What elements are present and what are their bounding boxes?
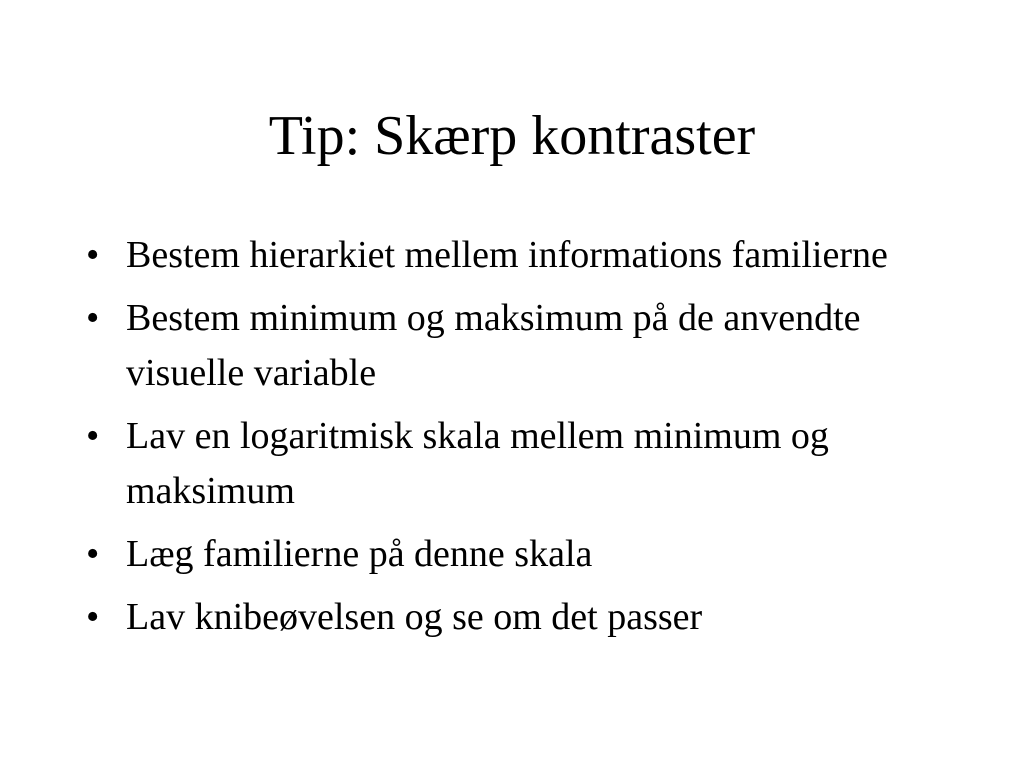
bullet-item (86, 590, 946, 645)
bullet-text: Bestem minimum og maksimum på de anvendte visuelle variable (126, 297, 861, 394)
bullet-point-icon: • (86, 533, 100, 575)
bullet-point-icon: • (86, 596, 100, 638)
bullet-point-icon: • (86, 415, 100, 457)
bullet-item (86, 409, 946, 519)
bullet-text: Lav en logaritmisk skala mellem minimum og maksimum (126, 415, 829, 512)
bullet-item (86, 228, 946, 283)
bullet-list (86, 228, 946, 653)
bullet-item (86, 527, 946, 582)
bullet-point-icon: • (86, 234, 100, 276)
bullet-item (86, 291, 946, 401)
slide-title: Tip: Skærp kontraster (268, 105, 756, 167)
bullet-point-icon: • (86, 297, 100, 339)
bullet-text: Lav knibeøvelsen og se om det passer (126, 596, 703, 638)
bullet-text: Læg familierne på denne skala (126, 533, 593, 575)
bullet-text: Bestem hierarkiet mellem informations familierne (126, 234, 888, 276)
